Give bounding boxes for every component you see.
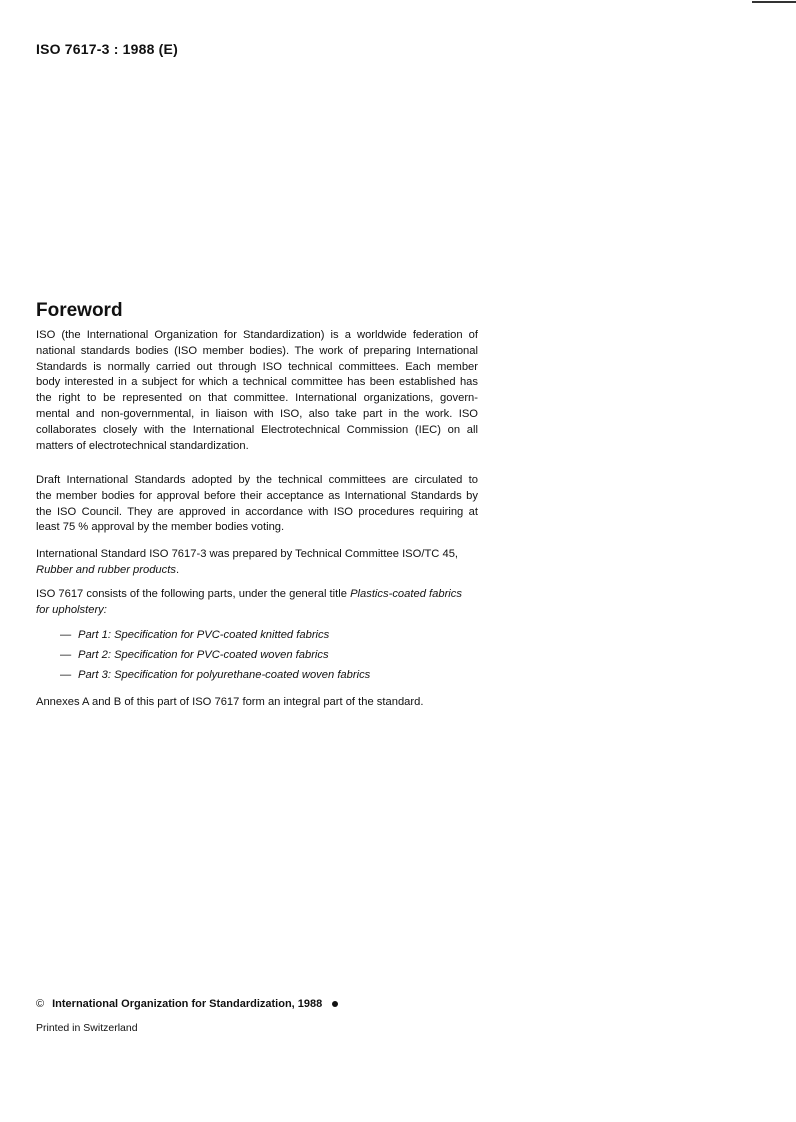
text-line: the right to be represented on that committee. International organizations, govern- bbox=[36, 392, 478, 405]
text-line: matters of electrotechnical standardization. bbox=[36, 439, 249, 452]
text-line bbox=[36, 587, 478, 603]
list-item bbox=[60, 649, 370, 669]
printed-in: Printed in Switzerland bbox=[36, 1022, 138, 1034]
general-title-cont: for upholstery: bbox=[36, 603, 107, 616]
part-title: Part 2: Specification for PVC-coated woven fabrics bbox=[78, 649, 329, 661]
text-line: mental and non-governmental, in liaison with ISO, also take part in the work. ISO bbox=[36, 407, 478, 420]
text-line: body interested in a subject for which a technical committee has been established has bbox=[36, 376, 478, 389]
paragraph-annexes bbox=[36, 695, 478, 711]
text-line: national standards bodies (ISO member bodies). The work of preparing International bbox=[36, 344, 478, 357]
dash: — bbox=[60, 629, 72, 641]
document-header: ISO 7617-3 : 1988 (E) bbox=[36, 41, 178, 57]
top-rule bbox=[752, 1, 796, 3]
text-line: the member bodies for approval before their acceptance as International Standards by bbox=[36, 489, 478, 502]
list-item bbox=[60, 629, 370, 649]
text-line: the ISO Council. They are approved in accordance with ISO procedures requiring at bbox=[36, 505, 478, 518]
list-item bbox=[60, 669, 370, 689]
text-line bbox=[36, 603, 478, 619]
committee-name: Rubber and rubber products bbox=[36, 563, 176, 576]
intro-text: ISO 7617 consists of the following parts, under the general title bbox=[36, 588, 351, 600]
paragraph-iso-description bbox=[36, 328, 478, 454]
copyright-line bbox=[36, 998, 338, 1010]
part-title: Part 3: Specification for polyurethane-coated woven fabrics bbox=[78, 669, 371, 681]
copyright-icon: © bbox=[36, 998, 45, 1010]
paragraph-prepared-by bbox=[36, 547, 478, 579]
dash: — bbox=[60, 649, 72, 661]
text-line: collaborates closely with the International Electrotechnical Commission (IEC) on all bbox=[36, 423, 478, 436]
text-line bbox=[36, 563, 478, 579]
text-line: ISO (the International Organization for Standardization) is a worldwide federation of bbox=[36, 329, 478, 341]
parts-list bbox=[60, 629, 370, 689]
bullet-icon bbox=[332, 1001, 338, 1007]
text-line: Standards is normally carried out through ISO technical committees. Each member bbox=[36, 360, 478, 373]
dash: — bbox=[60, 669, 72, 681]
section-title: Foreword bbox=[36, 300, 123, 321]
copyright-text: International Organization for Standardization, 1988 bbox=[52, 998, 323, 1010]
text-line: Annexes A and B of this part of ISO 7617 form an integral part of the standard. bbox=[36, 696, 424, 708]
text-line: least 75 % approval by the member bodies voting. bbox=[36, 521, 285, 534]
text-line: International Standard ISO 7617-3 was prepared by Technical Committee ISO/TC 45, bbox=[36, 548, 459, 560]
text-line: Draft International Standards adopted by the technical committees are circulated to bbox=[36, 474, 478, 486]
part-title: Part 1: Specification for PVC-coated knitted fabrics bbox=[78, 629, 330, 641]
paragraph-parts-intro bbox=[36, 587, 478, 619]
paragraph-draft-standards bbox=[36, 473, 478, 536]
general-title: Plastics-coated fabrics bbox=[350, 588, 462, 600]
period: . bbox=[175, 563, 180, 576]
